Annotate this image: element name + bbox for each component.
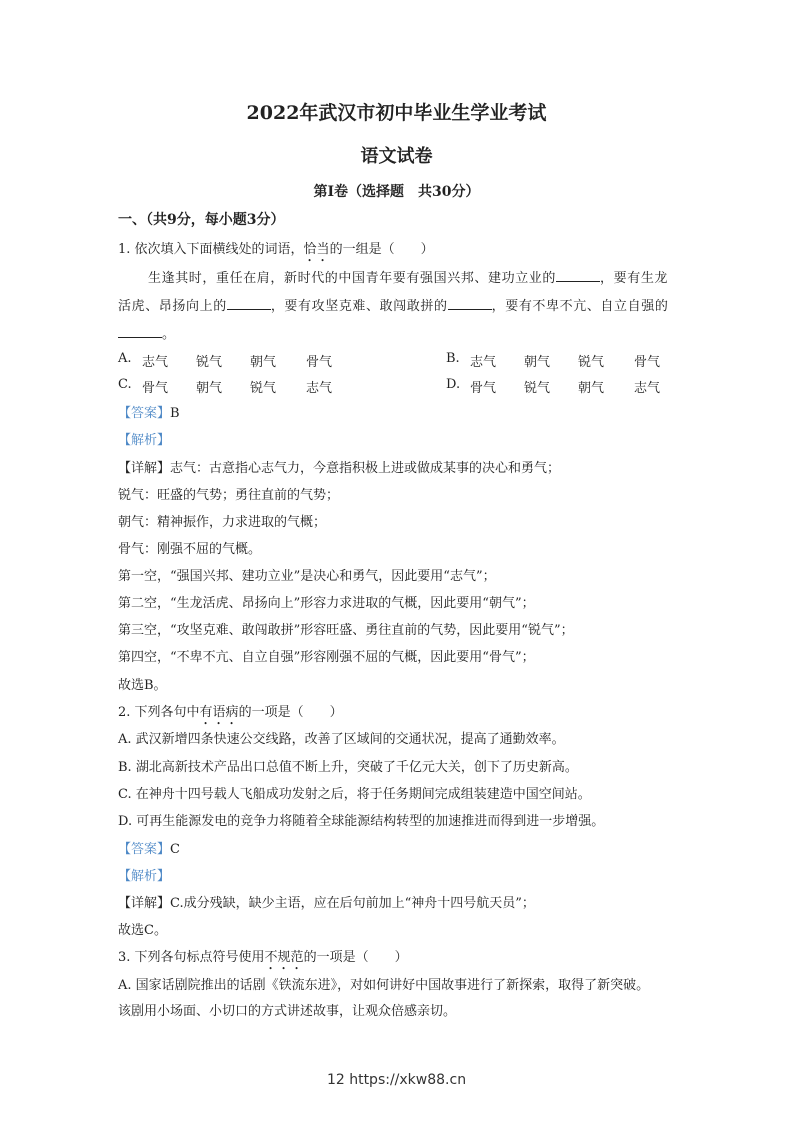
option-word: 骨气 — [142, 381, 169, 396]
detail-line: 第三空，“攻坚克难、敢闯敢拼”形容旺盛、勇往直前的气势，因此要用“锐气”； — [118, 623, 574, 638]
text: ，要有不卑不亢、自立自强的 — [491, 299, 669, 314]
option-word: 朝气 — [196, 381, 223, 396]
emphasis-text: 不规范 — [264, 950, 304, 965]
detail-tag: 【详解】 — [118, 896, 171, 911]
exam-subtitle: 语文试卷 — [360, 146, 433, 167]
conclusion: 故选C。 — [118, 923, 167, 938]
option-word: 骨气 — [634, 355, 661, 370]
analysis-tag: 【解析】 — [118, 433, 171, 448]
blank — [556, 269, 600, 282]
option-word: 朝气 — [578, 381, 605, 396]
exam-title: 2022年武汉市初中毕业生学业考试 — [246, 102, 547, 124]
text: 的一项是（ ） — [238, 705, 343, 720]
option-word: 锐气 — [524, 381, 551, 396]
question-2-stem — [118, 704, 343, 728]
emphasis-text: 恰当 — [303, 242, 330, 257]
text: C.成分残缺，缺少主语，应在后句前加上“神舟十四号航天员”； — [170, 896, 535, 911]
detail-line: 第四空，“不卑不亢、自立自强”形容刚强不屈的气概，因此要用“骨气”； — [118, 650, 535, 665]
passage-line — [118, 297, 668, 316]
blank — [118, 325, 162, 338]
option-word: 志气 — [142, 355, 169, 370]
option-word: 朝气 — [524, 355, 551, 370]
option-word: 骨气 — [470, 381, 497, 396]
text: 生逢其时，重任在肩，新时代的中国青年要有强国兴邦、建功立业的 — [148, 271, 557, 286]
option-word: 朝气 — [250, 355, 277, 370]
text: 3. 下列各句标点符号使用 — [118, 950, 265, 965]
option-d: D. 可再生能源发电的竞争力将随着全球能源结构转型的加速推进而得到进一步增强。 — [118, 814, 605, 829]
detail-line: 第二空，“生龙活虎、昂扬向上”形容力求进取的气概，因此要用“朝气”； — [118, 596, 535, 611]
page-footer: 12 https://xkw88.cn — [326, 1072, 467, 1088]
text: ，要有生龙 — [600, 271, 669, 286]
option-a-continued: 该剧用小场面、小切口的方式讲述故事，让观众倍感亲切。 — [118, 1004, 457, 1019]
option-word: 志气 — [306, 381, 333, 396]
answer-line — [118, 841, 180, 859]
option-c: C. 在神舟十四号载人飞船成功发射之后，将于任务期间完成组装建造中国空间站。 — [118, 787, 591, 802]
answer-tag: 【答案】 — [118, 406, 171, 421]
option-letter: A. — [118, 351, 132, 366]
text: ，要有攻坚克难、敢闯敢拼的 — [270, 299, 448, 314]
passage-line — [148, 269, 668, 288]
option-word: 志气 — [470, 355, 497, 370]
analysis-tag: 【解析】 — [118, 869, 171, 884]
emphasis-text: 有语病 — [199, 705, 239, 720]
part-heading: 第Ⅰ卷（选择题 共30分） — [313, 184, 480, 200]
option-letter: C. — [118, 377, 132, 392]
text: 2. 下列各句中 — [118, 705, 200, 720]
detail-line: 故选B。 — [118, 678, 167, 693]
option-a: A. 武汉新增四条快速公交线路，改善了区域间的交通状况，提高了通勤效率。 — [118, 732, 565, 747]
detail-tag: 【详解】 — [118, 461, 171, 476]
detail-line: 第一空，“强国兴邦、建功立业”是决心和勇气，因此要用“志气”； — [118, 569, 496, 584]
option-b: B. 湖北高新技术产品出口总值不断上升，突破了千亿元大关，创下了历史新高。 — [118, 760, 578, 775]
section-heading: 一、（共9分，每小题3分） — [118, 212, 285, 228]
option-word: 锐气 — [250, 381, 277, 396]
option-letter: B. — [446, 351, 460, 366]
detail-line: 锐气：旺盛的气势；勇往直前的气势； — [118, 488, 340, 503]
blank — [227, 297, 271, 310]
text: 的一项是（ ） — [303, 950, 408, 965]
text: 活虎、昂扬向上的 — [118, 299, 227, 314]
option-a: A. 国家话剧院推出的话剧《铁流东进》，对如何讲好中国故事进行了新探索，取得了新突破。 — [118, 978, 650, 993]
answer-value: C — [170, 842, 180, 857]
option-word: 锐气 — [578, 355, 605, 370]
blank — [448, 297, 492, 310]
text: 。 — [162, 327, 176, 342]
option-word: 骨气 — [306, 355, 333, 370]
answer-tag: 【答案】 — [118, 842, 171, 857]
answer-line — [118, 405, 180, 423]
option-word: 锐气 — [196, 355, 223, 370]
question-1-stem — [118, 241, 434, 265]
passage-line — [118, 325, 175, 344]
detail-line: 朝气：精神振作，力求进取的气概； — [118, 515, 327, 530]
option-letter: D. — [446, 377, 461, 392]
text: 志气：古意指心志气力，今意指积极上进或做成某事的决心和勇气； — [170, 461, 561, 476]
answer-value: B — [170, 406, 180, 421]
detail-line — [118, 460, 560, 478]
question-3-stem — [118, 949, 408, 973]
detail-line — [118, 895, 535, 913]
text: 的一组是（ ） — [329, 242, 434, 257]
option-word: 志气 — [634, 381, 661, 396]
detail-line: 骨气：刚强不屈的气概。 — [118, 542, 262, 557]
text: 1. 依次填入下面横线处的词语， — [118, 242, 304, 257]
